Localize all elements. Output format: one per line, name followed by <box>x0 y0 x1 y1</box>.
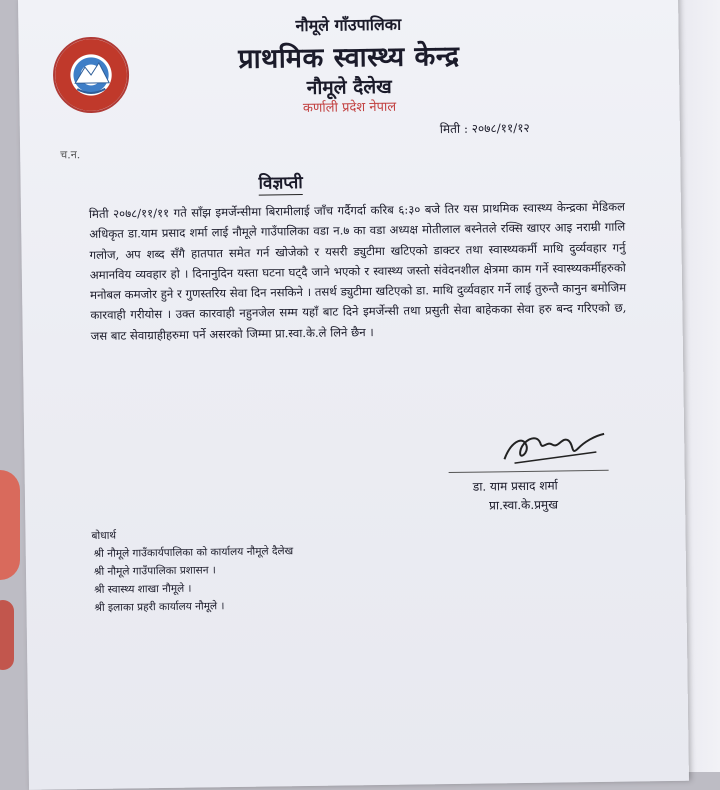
notice-body: मिती २०७८/११/११ गते साँझ इमर्जेन्सीमा बिरामीलाई जाँच गर्दैगर्दा करिब ६:३० बजे तिर यस प्राथमिक स्वास्थ्य केन्द्रका मेडिकल अधिकृत डा.याम प्रसाद शर्मा लाई नौमूले गाउँपालिका वडा न.७ का वडा अध्यक्ष मोतीलाल बस्नेतले रक्सि खाएर आइ नराम्री गालि गलोज, अप शब्द सँगै हातपात समेत गर्न खोजेको र यसरी ड्युटीमा खटिएको डाक्टर तथा स्वास्थ्यकर्मी माथि दुर्व्यवहार गर्नु अमानविय व्यवहार हो । दिनानुदिन यस्ता घटना घट्दै जाने भएको र स्वास्थ्य जस्तो संवेदनशील क्षेत्रमा काम गर्ने स्वास्थ्यकर्मीहरुको मनोबल कमजोर हुने र गुणस्तरिय सेवा दिन नसकिने । तसर्थ ड्युटीमा खटिएको डा. माथि दुर्व्यवहार गर्ने लाई तुरुन्तै कानुन बमोजिम कारवाही गरीयोस । उक्त कारवाही नहुनजेल सम्म यहाँ बाट दिने इमर्जेन्सी तथा प्रसुती सेवा बाहेकका सेवा हरु बन्द गरिएको छ, जस बाट सेवाग्राहीहरुमा पर्ने असरको जिम्मा प्रा.स्वा.के.ले लिने छैन । <box>88 199 627 343</box>
office-name: प्राथमिक स्वास्थ्य केन्द्र <box>237 40 460 75</box>
cc-item: श्री इलाका प्रहरी कार्यालय नौमूले । <box>94 600 225 614</box>
signature <box>496 422 617 474</box>
cc-item: श्री नौमूले गाउँपालिका प्रशासन । <box>93 564 216 578</box>
finger <box>0 470 20 580</box>
nepal-emblem-logo <box>53 36 130 113</box>
office-location: नौमूले दैलेख <box>306 75 392 99</box>
signatory-name: डा. याम प्रसाद शर्मा <box>472 478 558 494</box>
cc-list <box>94 542 295 617</box>
notice-document <box>18 0 689 790</box>
finger <box>0 600 14 670</box>
municipality-name: नौमूले गाँउपालिका <box>295 14 402 36</box>
reference-number: च.न. <box>60 148 81 162</box>
province-name: कर्णाली प्रदेश नेपाल <box>302 99 397 117</box>
cc-heading: बोधार्थ <box>91 529 117 543</box>
letter-date: मिती : २०७८/११/१२ <box>439 120 530 137</box>
signatory-title: प्रा.स्वा.के.प्रमुख <box>489 497 559 513</box>
cc-item: श्री नौमूले गाउँकार्यपालिका को कार्यालय नौमूले दैलेख <box>93 545 294 560</box>
notice-title: विज्ञप्ती <box>258 170 302 196</box>
cc-item: श्री स्वास्थ्य शाखा नौमूले । <box>94 582 192 596</box>
